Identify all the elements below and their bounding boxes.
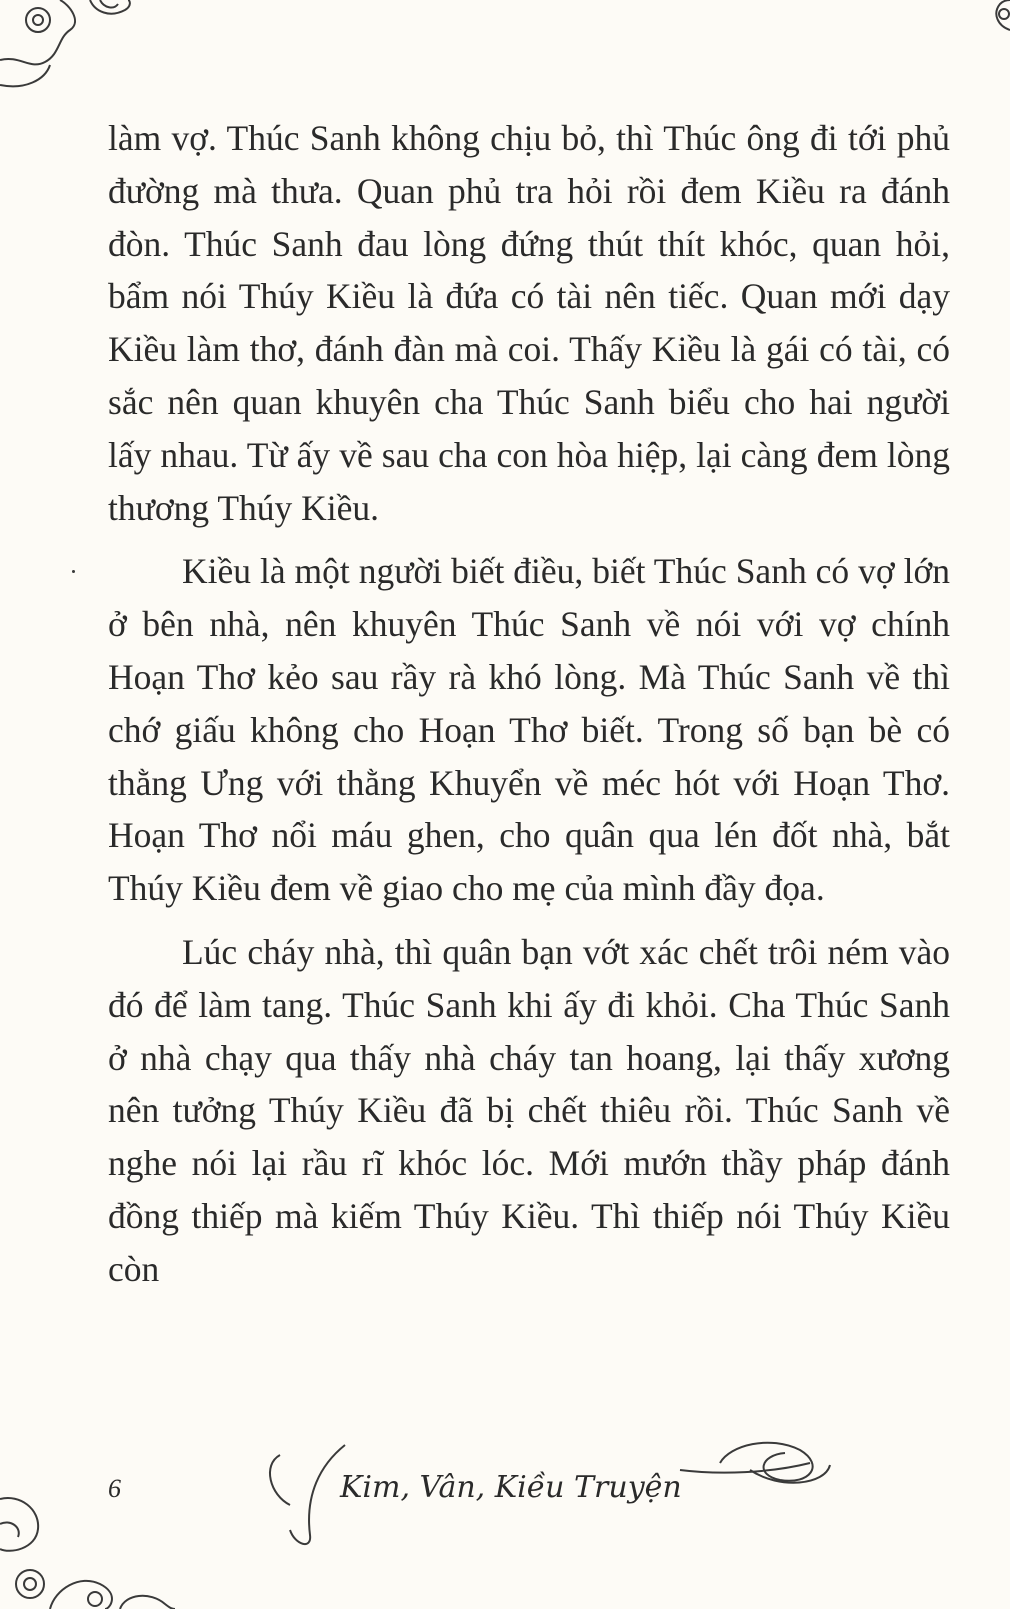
corner-ornament-top-right (970, 0, 1010, 50)
paragraph-3: Lúc cháy nhà, thì quân bạn vớt xác chết trôi ném vào đó để làm tang. Thúc Sanh khi ấy đi khỏi. Cha Thúc Sanh ở nhà chạy qua thấy nhà cháy tan hoang, lại thấy xương nên tưởng Thúy Kiều đã bị chết thiêu rồi. Thúc Sanh về nghe nói lại rầu rĩ khóc lóc. Mới mướn thầy pháp đánh đồng thiếp mà kiếm Thúy Kiều. Thì thiếp nói Thúy Kiều còn (108, 931, 950, 1289)
corner-ornament-bottom-left (0, 1479, 180, 1609)
running-footer-book-title: Kim, Vân, Kiều Truyện (340, 1470, 682, 1505)
print-speck (72, 570, 75, 573)
page-number: 6 (108, 1474, 121, 1503)
paragraph-2: Kiều là một người biết điều, biết Thúc Sanh có vợ lớn ở bên nhà, nên khuyên Thúc Sanh về nói với vợ chính Hoạn Thơ kẻo sau rầy rà khó lòng. Mà Thúc Sanh về thì chớ giấu không cho Hoạn Thơ biết. Trong số bạn bè có thằng Ưng với thằng Khuyển về méc hót với Hoạn Thơ. Hoạn Thơ nổi máu ghen, cho quân qua lén đốt nhà, bắt Thúy Kiều đem về giao cho mẹ của mình đầy đọa. (108, 551, 950, 909)
body-text (108, 112, 950, 1296)
paragraph-1: làm vợ. Thúc Sanh không chịu bỏ, thì Thúc ông đi tới phủ đường mà thưa. Quan phủ tra hỏi rồi đem Kiều ra đánh đòn. Thúc Sanh đau lòng đứng thút thít khóc, quan hỏi, bẩm nói Thúy Kiều là đứa có tài nên tiếc. Quan mới dạy Kiều làm thơ, đánh đàn mà coi. Thấy Kiều là gái có tài, có sắc nên quan khuyên cha Thúc Sanh biểu cho hai người lấy nhau. Từ ấy về sau cha con hòa hiệp, lại càng đem lòng thương Thúy Kiều. (108, 118, 950, 528)
corner-ornament-top-left (0, 0, 140, 100)
